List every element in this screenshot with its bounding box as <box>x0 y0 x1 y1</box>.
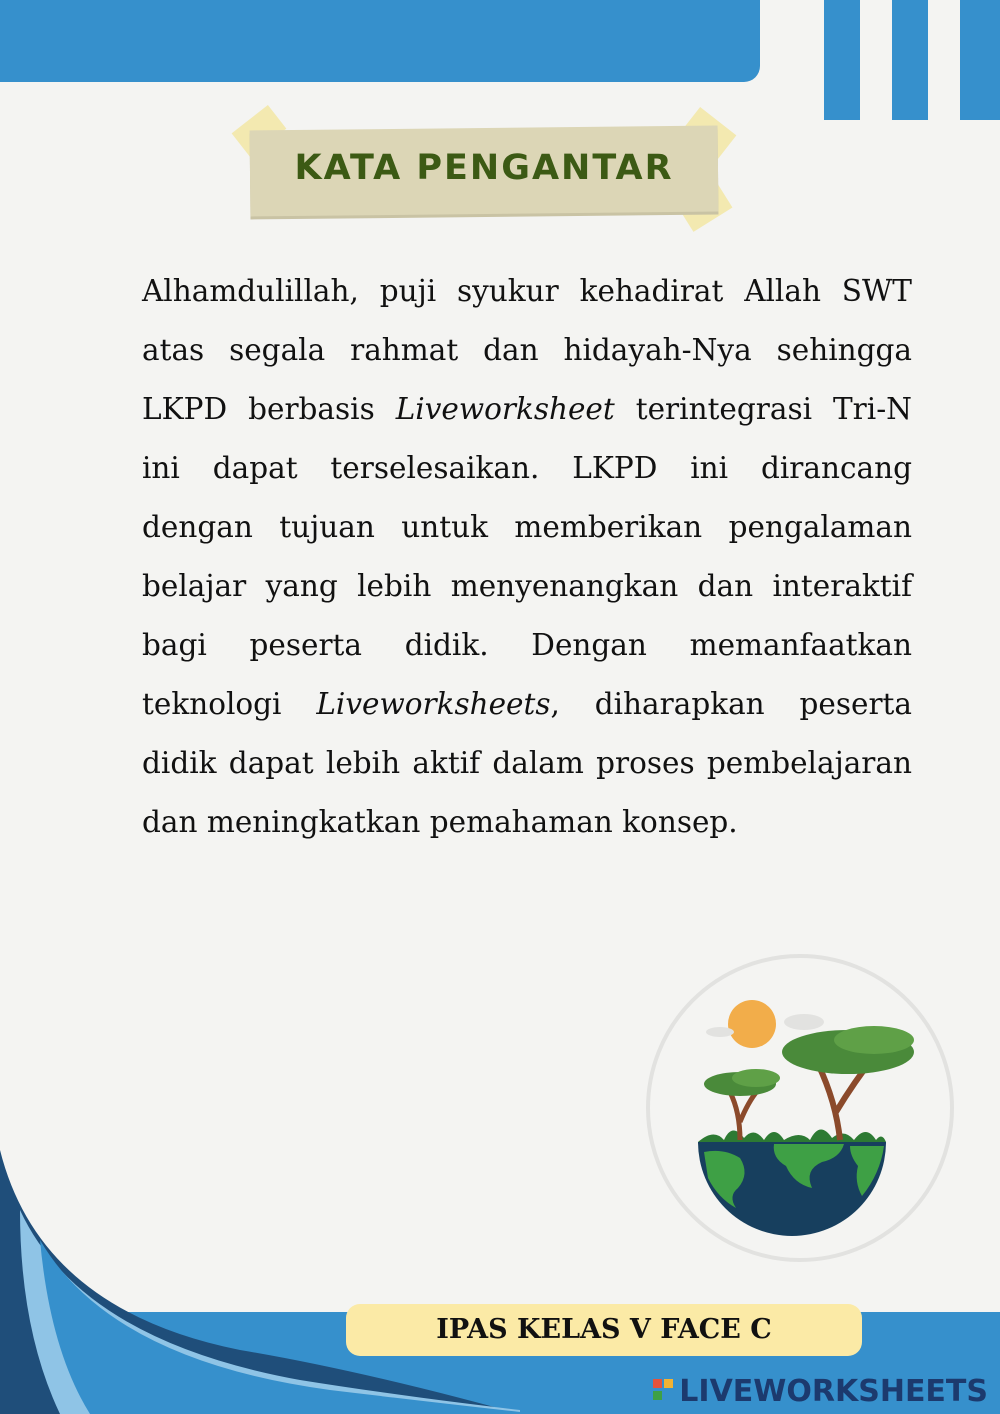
liveworksheets-logo[interactable] <box>653 1374 988 1408</box>
footer-class-label: IPAS KELAS V FACE C <box>346 1304 862 1356</box>
paragraph-part-1: Alhamdulillah, puji syukur kehadirat Allah SWT atas segala rahmat dan hidayah-Nya sehingga LKPD berbasis <box>142 274 912 426</box>
title-banner <box>250 128 718 214</box>
earth-with-trees-icon <box>644 952 956 1264</box>
paragraph-part-2: terintegrasi Tri-N ini dapat terselesaikan. LKPD ini dirancang dengan tujuan untuk memberikan pengalaman belajar yang lebih menyenangkan dan interaktif bagi peserta didik. Dengan memanfaatkan teknologi <box>142 392 912 721</box>
intro-paragraph <box>142 262 912 852</box>
corner-swoosh-decoration <box>0 1150 520 1414</box>
liveworksheets-cubes-icon <box>653 1379 675 1403</box>
header-stripe-1 <box>824 0 860 120</box>
header-stripe-3 <box>960 0 1000 120</box>
header-stripe-2 <box>892 0 928 120</box>
top-header-bar <box>0 0 760 82</box>
paragraph-part-3: , diharapkan peserta didik dapat lebih aktif dalam proses pembelajaran dan meningkatkan pemahaman konsep. <box>142 687 912 839</box>
paragraph-italic-2: Liveworksheets <box>316 687 551 721</box>
page-title: KATA PENGANTAR <box>294 148 674 188</box>
paragraph-italic-1: Liveworksheet <box>395 392 615 426</box>
liveworksheets-logo-text: LIVEWORKSHEETS <box>679 1373 988 1409</box>
